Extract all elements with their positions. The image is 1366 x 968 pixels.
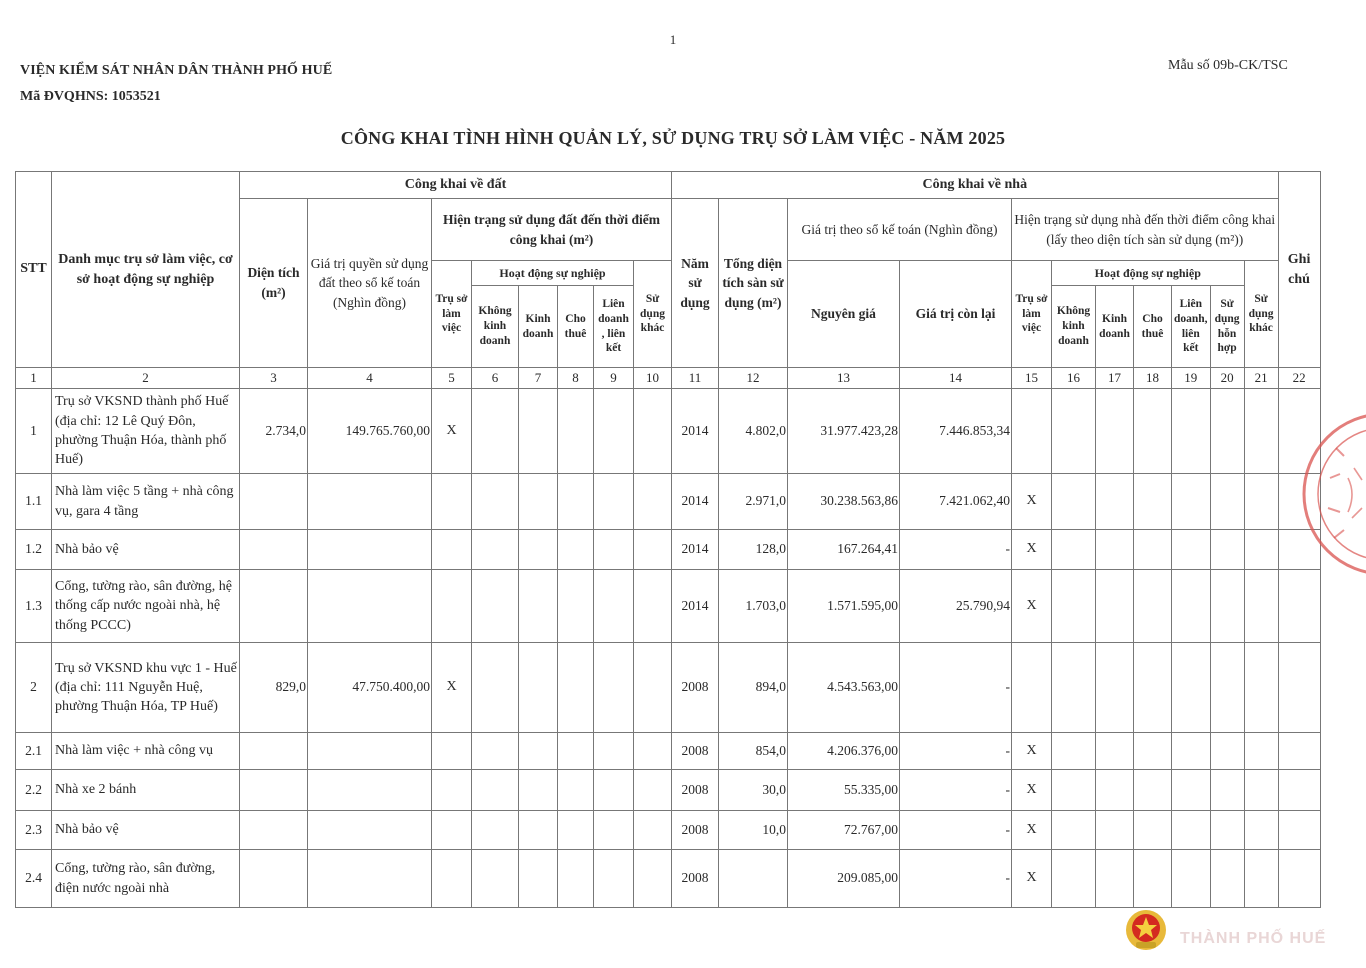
cell-house-office: X <box>1012 570 1052 643</box>
empty-cell <box>1134 643 1172 733</box>
empty-cell <box>1172 474 1211 530</box>
empty-cell <box>1052 770 1096 811</box>
column-number: 15 <box>1012 368 1052 389</box>
empty-cell <box>472 643 519 733</box>
empty-cell <box>1172 770 1211 811</box>
empty-cell <box>634 811 672 850</box>
empty-cell <box>1278 850 1320 908</box>
cell-land-office <box>432 811 472 850</box>
table-row <box>16 474 1321 530</box>
cell-remain-value: - <box>900 733 1012 770</box>
col-house-joint-header: Liên doanh, liên kết <box>1172 286 1211 368</box>
empty-cell <box>1052 850 1096 908</box>
empty-cell <box>519 474 558 530</box>
empty-cell <box>1210 474 1244 530</box>
cell-land-area <box>240 850 308 908</box>
empty-cell <box>594 643 634 733</box>
empty-cell <box>1096 530 1134 570</box>
cell-land-office <box>432 530 472 570</box>
column-number: 1 <box>16 368 52 389</box>
empty-cell <box>1244 389 1278 474</box>
empty-cell <box>634 530 672 570</box>
cell-land-office: X <box>432 389 472 474</box>
col-land-other-header: Sử dụng khác <box>634 261 672 368</box>
column-number: 19 <box>1172 368 1211 389</box>
column-number: 14 <box>900 368 1012 389</box>
col-land-joint-header: Liên doanh , liên kết <box>594 286 634 368</box>
column-number-row <box>16 368 1321 389</box>
cell-floor-area: 894,0 <box>719 643 788 733</box>
empty-cell <box>1172 733 1211 770</box>
empty-cell <box>1052 474 1096 530</box>
empty-cell <box>1134 770 1172 811</box>
cell-floor-area: 2.971,0 <box>719 474 788 530</box>
empty-cell <box>634 570 672 643</box>
house-group-header: Công khai về nhà <box>672 172 1279 199</box>
cell-land-value <box>308 570 432 643</box>
empty-cell <box>519 530 558 570</box>
cell-floor-area: 10,0 <box>719 811 788 850</box>
column-number: 10 <box>634 368 672 389</box>
cell-floor-area: 128,0 <box>719 530 788 570</box>
empty-cell <box>472 850 519 908</box>
cell-land-value <box>308 474 432 530</box>
column-number: 18 <box>1134 368 1172 389</box>
col-land-rent-header: Cho thuê <box>558 286 594 368</box>
cell-orig-price: 31.977.423,28 <box>788 389 900 474</box>
cell-orig-price: 1.571.595,00 <box>788 570 900 643</box>
empty-cell <box>1052 643 1096 733</box>
cell-remain-value: 25.790,94 <box>900 570 1012 643</box>
empty-cell <box>594 811 634 850</box>
col-note-header: Ghi chú <box>1278 172 1320 368</box>
cell-land-office: X <box>432 643 472 733</box>
table-row <box>16 811 1321 850</box>
red-seal-stamp <box>1300 408 1366 583</box>
cell-year: 2008 <box>672 770 719 811</box>
cell-name: Nhà làm việc + nhà công vụ <box>52 733 240 770</box>
empty-cell <box>472 530 519 570</box>
empty-cell <box>594 389 634 474</box>
cell-land-value: 149.765.760,00 <box>308 389 432 474</box>
cell-land-office <box>432 770 472 811</box>
empty-cell <box>1244 474 1278 530</box>
cell-name: Nhà làm việc 5 tầng + nhà công vụ, gara 4 tầng <box>52 474 240 530</box>
col-house-other-header: Sử dụng khác <box>1244 261 1278 368</box>
asset-disclosure-table <box>15 171 1321 908</box>
col-land-value-header: Giá trị quyền sử dụng đất theo sổ kế toán (Nghìn đồng) <box>308 199 432 368</box>
empty-cell <box>1134 570 1172 643</box>
cell-floor-area <box>719 850 788 908</box>
empty-cell <box>1244 643 1278 733</box>
organization-name: VIỆN KIỂM SÁT NHÂN DÂN THÀNH PHỐ HUẾ <box>20 63 333 78</box>
cell-land-office <box>432 850 472 908</box>
empty-cell <box>558 474 594 530</box>
cell-land-area <box>240 811 308 850</box>
cell-orig-price: 30.238.563,86 <box>788 474 900 530</box>
empty-cell <box>1096 733 1134 770</box>
empty-cell <box>519 389 558 474</box>
col-stt-header: STT <box>16 172 52 368</box>
table-row <box>16 770 1321 811</box>
empty-cell <box>1052 530 1096 570</box>
col-house-mixed-header: Sử dụng hỗn hợp <box>1210 286 1244 368</box>
empty-cell <box>1244 811 1278 850</box>
empty-cell <box>472 389 519 474</box>
empty-cell <box>1172 643 1211 733</box>
col-remain-value-header: Giá trị còn lại <box>900 261 1012 368</box>
column-number: 12 <box>719 368 788 389</box>
empty-cell <box>634 733 672 770</box>
col-floor-area-header: Tổng diện tích sàn sử dụng (m²) <box>719 199 788 368</box>
cell-land-area: 2.734,0 <box>240 389 308 474</box>
empty-cell <box>1210 389 1244 474</box>
cell-land-value <box>308 811 432 850</box>
empty-cell <box>1210 850 1244 908</box>
empty-cell <box>1172 389 1211 474</box>
empty-cell <box>634 770 672 811</box>
empty-cell <box>594 474 634 530</box>
cell-house-office <box>1012 643 1052 733</box>
column-number: 22 <box>1278 368 1320 389</box>
cell-house-office: X <box>1012 811 1052 850</box>
cell-house-office: X <box>1012 770 1052 811</box>
empty-cell <box>1134 530 1172 570</box>
empty-cell <box>472 474 519 530</box>
land-career-header: Hoạt động sự nghiệp <box>472 261 634 286</box>
empty-cell <box>1210 530 1244 570</box>
empty-cell <box>1210 770 1244 811</box>
empty-cell <box>558 570 594 643</box>
column-number: 6 <box>472 368 519 389</box>
cell-stt: 2.4 <box>16 850 52 908</box>
cell-name: Cổng, tường rào, sân đường, điện nước ngoài nhà <box>52 850 240 908</box>
column-number: 3 <box>240 368 308 389</box>
cell-name: Nhà bảo vệ <box>52 811 240 850</box>
cell-year: 2008 <box>672 733 719 770</box>
land-status-header: Hiện trạng sử dụng đất đến thời điểm công khai (m²) <box>432 199 672 261</box>
empty-cell <box>1096 850 1134 908</box>
empty-cell <box>594 770 634 811</box>
empty-cell <box>1096 474 1134 530</box>
empty-cell <box>1134 733 1172 770</box>
column-number: 16 <box>1052 368 1096 389</box>
empty-cell <box>1210 811 1244 850</box>
empty-cell <box>1172 570 1211 643</box>
cell-remain-value: 7.446.853,34 <box>900 389 1012 474</box>
empty-cell <box>519 850 558 908</box>
empty-cell <box>1244 850 1278 908</box>
column-number: 13 <box>788 368 900 389</box>
col-land-office-header: Trụ sở làm việc <box>432 261 472 368</box>
col-house-nonbiz-header: Không kinh doanh <box>1052 286 1096 368</box>
cell-floor-area: 30,0 <box>719 770 788 811</box>
empty-cell <box>558 850 594 908</box>
empty-cell <box>558 643 594 733</box>
cell-orig-price: 4.543.563,00 <box>788 643 900 733</box>
cell-stt: 1.1 <box>16 474 52 530</box>
column-number: 5 <box>432 368 472 389</box>
column-number: 4 <box>308 368 432 389</box>
empty-cell <box>1278 811 1320 850</box>
column-number: 7 <box>519 368 558 389</box>
cell-land-value <box>308 770 432 811</box>
cell-year: 2014 <box>672 389 719 474</box>
empty-cell <box>1244 530 1278 570</box>
empty-cell <box>1134 850 1172 908</box>
col-house-rent-header: Cho thuê <box>1134 286 1172 368</box>
cell-house-office <box>1012 389 1052 474</box>
empty-cell <box>519 770 558 811</box>
cell-land-value <box>308 733 432 770</box>
cell-land-value <box>308 850 432 908</box>
form-number: Mẫu số 09b-CK/TSC <box>1168 58 1288 73</box>
empty-cell <box>1244 570 1278 643</box>
cell-stt: 2 <box>16 643 52 733</box>
col-year-header: Năm sử dụng <box>672 199 719 368</box>
cell-orig-price: 4.206.376,00 <box>788 733 900 770</box>
empty-cell <box>1096 570 1134 643</box>
table-row <box>16 570 1321 643</box>
empty-cell <box>1172 530 1211 570</box>
empty-cell <box>1244 733 1278 770</box>
table-row <box>16 530 1321 570</box>
column-number: 8 <box>558 368 594 389</box>
column-number: 11 <box>672 368 719 389</box>
column-number: 9 <box>594 368 634 389</box>
empty-cell <box>1052 811 1096 850</box>
organization-code: Mã ĐVQHNS: 1053521 <box>20 89 161 104</box>
column-number: 20 <box>1210 368 1244 389</box>
cell-house-office: X <box>1012 733 1052 770</box>
cell-land-value <box>308 530 432 570</box>
table-row <box>16 733 1321 770</box>
house-career-header: Hoạt động sự nghiệp <box>1052 261 1245 286</box>
cell-year: 2014 <box>672 530 719 570</box>
cell-land-value: 47.750.400,00 <box>308 643 432 733</box>
cell-land-area <box>240 474 308 530</box>
empty-cell <box>594 733 634 770</box>
cell-land-area: 829,0 <box>240 643 308 733</box>
empty-cell <box>1134 474 1172 530</box>
cell-remain-value: - <box>900 811 1012 850</box>
cell-land-area <box>240 770 308 811</box>
cell-name: Nhà bảo vệ <box>52 530 240 570</box>
empty-cell <box>1134 811 1172 850</box>
empty-cell <box>1210 570 1244 643</box>
cell-remain-value: - <box>900 770 1012 811</box>
cell-house-office: X <box>1012 474 1052 530</box>
cell-land-area <box>240 733 308 770</box>
empty-cell <box>1172 850 1211 908</box>
col-house-biz-header: Kinh doanh <box>1096 286 1134 368</box>
empty-cell <box>1244 770 1278 811</box>
empty-cell <box>558 733 594 770</box>
empty-cell <box>1096 643 1134 733</box>
empty-cell <box>472 811 519 850</box>
empty-cell <box>472 770 519 811</box>
empty-cell <box>594 570 634 643</box>
cell-orig-price: 209.085,00 <box>788 850 900 908</box>
empty-cell <box>558 770 594 811</box>
empty-cell <box>472 570 519 643</box>
empty-cell <box>1096 811 1134 850</box>
cell-year: 2014 <box>672 570 719 643</box>
empty-cell <box>1210 733 1244 770</box>
cell-land-office <box>432 474 472 530</box>
empty-cell <box>634 643 672 733</box>
national-emblem-icon <box>1124 908 1168 952</box>
cell-stt: 2.2 <box>16 770 52 811</box>
empty-cell <box>1096 770 1134 811</box>
column-number: 17 <box>1096 368 1134 389</box>
col-land-biz-header: Kinh doanh <box>519 286 558 368</box>
empty-cell <box>519 811 558 850</box>
empty-cell <box>594 850 634 908</box>
cell-orig-price: 55.335,00 <box>788 770 900 811</box>
empty-cell <box>634 850 672 908</box>
table-row <box>16 850 1321 908</box>
cell-land-area <box>240 530 308 570</box>
cell-year: 2008 <box>672 850 719 908</box>
cell-remain-value: - <box>900 850 1012 908</box>
cell-orig-price: 167.264,41 <box>788 530 900 570</box>
empty-cell <box>558 530 594 570</box>
cell-stt: 2.3 <box>16 811 52 850</box>
cell-floor-area: 4.802,0 <box>719 389 788 474</box>
cell-stt: 1.2 <box>16 530 52 570</box>
page-number: 1 <box>669 32 677 47</box>
column-number: 21 <box>1244 368 1278 389</box>
empty-cell <box>1210 643 1244 733</box>
empty-cell <box>634 389 672 474</box>
cell-year: 2014 <box>672 474 719 530</box>
cell-land-office <box>432 570 472 643</box>
cell-stt: 2.1 <box>16 733 52 770</box>
empty-cell <box>1278 643 1320 733</box>
cell-house-office: X <box>1012 850 1052 908</box>
table-row <box>16 389 1321 474</box>
empty-cell <box>1052 570 1096 643</box>
house-status-header: Hiện trạng sử dụng nhà đến thời điểm công khai (lấy theo diện tích sàn sử dụng (m²)) <box>1012 199 1279 261</box>
column-number: 2 <box>52 368 240 389</box>
empty-cell <box>1052 389 1096 474</box>
col-house-office-header: Trụ sở làm việc <box>1012 261 1052 368</box>
cell-remain-value: 7.421.062,40 <box>900 474 1012 530</box>
cell-house-office: X <box>1012 530 1052 570</box>
cell-orig-price: 72.767,00 <box>788 811 900 850</box>
empty-cell <box>594 530 634 570</box>
empty-cell <box>519 570 558 643</box>
col-name-header: Danh mục trụ sở làm việc, cơ sở hoạt động sự nghiệp <box>52 172 240 368</box>
land-group-header: Công khai về đất <box>240 172 672 199</box>
empty-cell <box>519 643 558 733</box>
cell-land-area <box>240 570 308 643</box>
empty-cell <box>1172 811 1211 850</box>
cell-land-office <box>432 733 472 770</box>
empty-cell <box>558 389 594 474</box>
table-row <box>16 643 1321 733</box>
cell-year: 2008 <box>672 811 719 850</box>
empty-cell <box>1278 770 1320 811</box>
empty-cell <box>634 474 672 530</box>
empty-cell <box>1134 389 1172 474</box>
empty-cell <box>1278 733 1320 770</box>
cell-name: Trụ sở VKSND thành phố Huế (địa chỉ: 12 Lê Quý Đôn, phường Thuận Hóa, thành phố Huế) <box>52 389 240 474</box>
cell-name: Cổng, tường rào, sân đường, hệ thống cấp nước ngoài nhà, hệ thống PCCC) <box>52 570 240 643</box>
empty-cell <box>558 811 594 850</box>
document-title: CÔNG KHAI TÌNH HÌNH QUẢN LÝ, SỬ DỤNG TRỤ SỞ LÀM VIỆC - NĂM 2025 <box>340 128 1006 148</box>
cell-floor-area: 1.703,0 <box>719 570 788 643</box>
empty-cell <box>1052 733 1096 770</box>
cell-remain-value: - <box>900 530 1012 570</box>
cell-stt: 1.3 <box>16 570 52 643</box>
empty-cell <box>519 733 558 770</box>
book-value-header: Giá trị theo sổ kế toán (Nghìn đồng) <box>788 199 1012 261</box>
cell-remain-value: - <box>900 643 1012 733</box>
empty-cell <box>1096 389 1134 474</box>
cell-year: 2008 <box>672 643 719 733</box>
watermark-text: THÀNH PHỐ HUẾ <box>1180 930 1327 947</box>
cell-name: Trụ sở VKSND khu vực 1 - Huế (địa chỉ: 111 Nguyễn Huệ, phường Thuận Hóa, TP Huế) <box>52 643 240 733</box>
col-orig-price-header: Nguyên giá <box>788 261 900 368</box>
cell-floor-area: 854,0 <box>719 733 788 770</box>
cell-name: Nhà xe 2 bánh <box>52 770 240 811</box>
cell-stt: 1 <box>16 389 52 474</box>
empty-cell <box>472 733 519 770</box>
col-land-nonbiz-header: Không kinh doanh <box>472 286 519 368</box>
col-land-area-header: Diện tích (m²) <box>240 199 308 368</box>
